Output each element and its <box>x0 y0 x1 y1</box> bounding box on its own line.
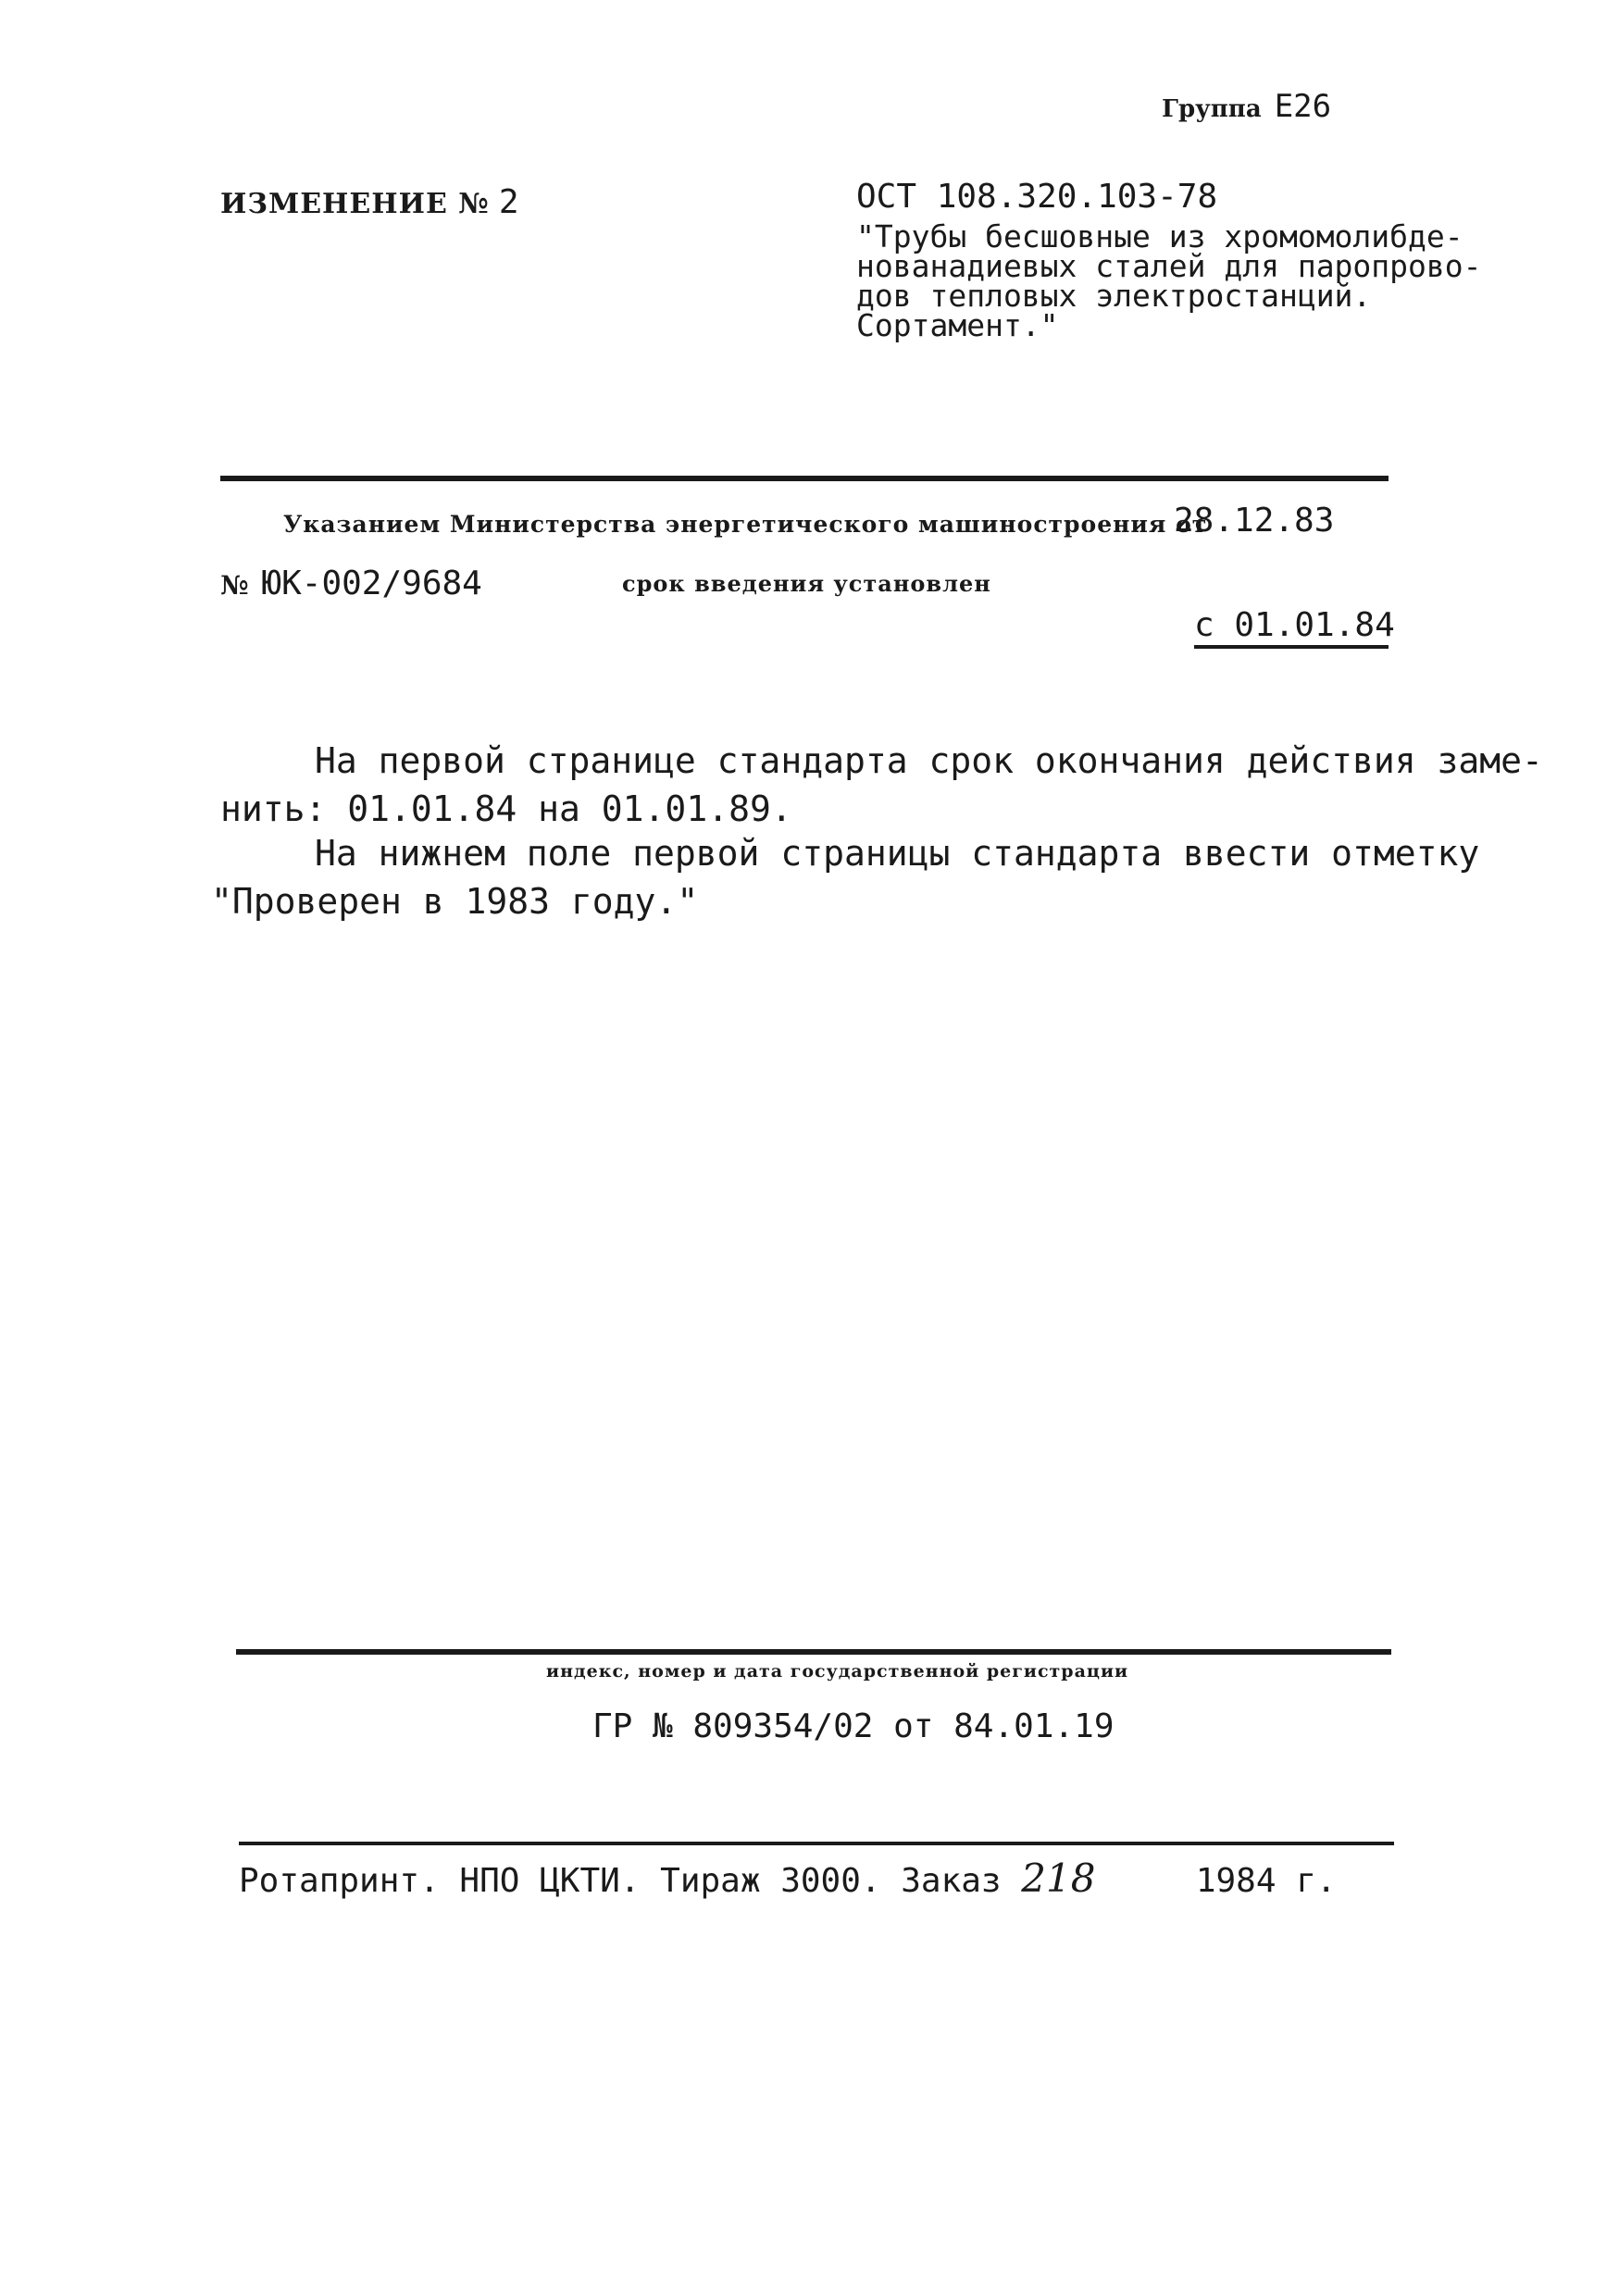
body-paragraph-2-line-1: На нижнем поле первой страницы стандарта ввести отметку <box>315 833 1480 874</box>
change-label: ИЗМЕНЕНИЕ № <box>220 188 490 220</box>
order-number: 218 <box>1021 1855 1096 1901</box>
effective-date: с 01.01.84 <box>1194 606 1395 644</box>
standard-title-line: Сортамент." <box>856 307 1059 343</box>
divider-top <box>220 476 1389 481</box>
standard-title <box>856 218 1482 343</box>
body-paragraph-1-line-1: На первой странице стандарта срок окончания действия заме- <box>315 740 1543 781</box>
imprint-text: Ротапринт. НПО ЦКТИ. Тираж 3000. Заказ <box>239 1862 1022 1900</box>
decree-date: 28.12.83 <box>1174 502 1335 540</box>
registration-entry: ГР № 809354/02 от 84.01.19 <box>592 1707 1115 1745</box>
change-heading <box>220 183 520 221</box>
decree-number <box>220 565 482 602</box>
body-paragraph-1-line-2: нить: 01.01.84 на 01.01.89. <box>220 788 792 829</box>
standard-title-line: нованадиевых сталей для паропрово- <box>856 248 1482 284</box>
standard-title-line: "Трубы бесшовные из хромомолибде- <box>856 218 1463 254</box>
decree-text: Указанием Министерства энергетического машиностроения от <box>283 511 1208 538</box>
divider-imprint <box>239 1842 1394 1845</box>
change-number: 2 <box>498 183 520 221</box>
group-code <box>1162 88 1331 125</box>
number-symbol: № <box>220 570 249 601</box>
group-label: Группа <box>1162 95 1262 123</box>
divider-registration <box>236 1649 1391 1655</box>
imprint-line <box>239 1855 1337 1901</box>
standard-code: ОСТ 108.320.103-78 <box>856 178 1218 216</box>
registration-caption: индекс, номер и дата государственной регистрации <box>546 1661 1129 1682</box>
imprint-year: 1984 г. <box>1095 1862 1337 1900</box>
decree-number-value: ЮК-002/9684 <box>261 565 482 602</box>
body-paragraph-2-line-2: "Проверен в 1983 году." <box>211 881 699 922</box>
term-label: срок введения установлен <box>622 570 991 597</box>
effective-date-underline <box>1194 645 1389 649</box>
standard-title-line: дов тепловых электростанций. <box>856 278 1372 314</box>
group-code-value: Е26 <box>1274 88 1332 125</box>
